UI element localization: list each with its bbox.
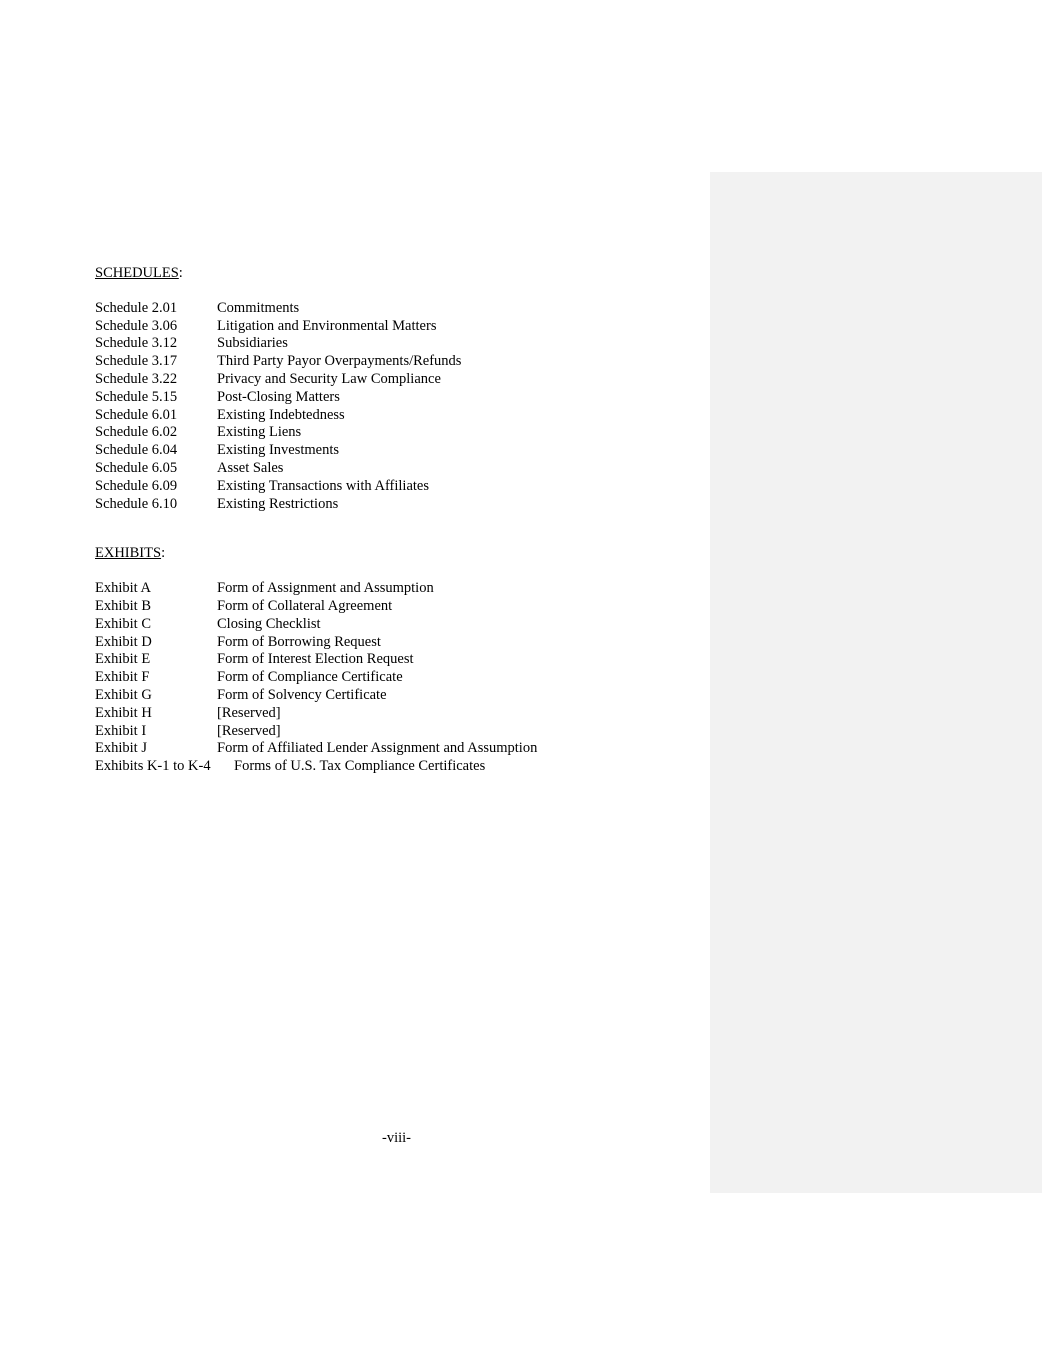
schedule-description: Existing Restrictions	[217, 495, 339, 512]
schedule-entry	[95, 353, 695, 371]
exhibit-label: Exhibits K-1 to K-4	[95, 758, 211, 775]
schedule-entry	[95, 407, 695, 425]
exhibit-description: Form of Solvency Certificate	[217, 686, 387, 703]
schedule-entry	[95, 442, 695, 460]
schedule-entry	[95, 300, 695, 318]
schedule-label: Schedule 3.06	[95, 317, 178, 334]
schedule-entry	[95, 496, 695, 514]
exhibits-heading-text: EXHIBITS	[95, 545, 162, 562]
schedule-label: Schedule 6.01	[95, 406, 178, 423]
exhibit-description: [Reserved]	[217, 704, 281, 721]
exhibit-label: Exhibit D	[95, 633, 152, 650]
exhibit-label: Exhibit F	[95, 669, 150, 686]
exhibit-description: [Reserved]	[217, 722, 281, 739]
exhibit-description: Form of Collateral Agreement	[217, 597, 393, 614]
page-number: -viii-	[382, 1130, 411, 1146]
exhibit-entry	[95, 723, 695, 741]
exhibit-entry	[95, 616, 695, 634]
schedule-label: Schedule 6.09	[95, 477, 178, 494]
exhibit-description: Form of Assignment and Assumption	[217, 580, 434, 597]
schedule-label: Schedule 6.10	[95, 495, 178, 512]
schedules-heading-text: SCHEDULES	[95, 265, 179, 281]
schedule-description: Existing Indebtedness	[217, 406, 345, 423]
schedule-description: Existing Transactions with Affiliates	[217, 477, 429, 494]
schedule-label: Schedule 6.02	[95, 424, 178, 441]
exhibit-entry	[95, 598, 695, 616]
exhibit-entry	[95, 580, 695, 598]
schedule-entry	[95, 318, 695, 336]
exhibits-list	[95, 580, 695, 776]
exhibit-entry	[95, 705, 695, 723]
exhibit-entry	[95, 651, 695, 669]
exhibit-label: Exhibit C	[95, 615, 151, 632]
exhibits-section	[95, 545, 695, 776]
schedule-label: Schedule 3.17	[95, 353, 178, 370]
schedule-description: Existing Investments	[217, 442, 340, 459]
exhibits-heading-colon: :	[161, 545, 166, 562]
schedules-list	[95, 300, 695, 514]
exhibit-description: Closing Checklist	[217, 615, 321, 632]
schedule-label: Schedule 3.22	[95, 370, 178, 387]
exhibit-label: Exhibit G	[95, 686, 152, 703]
schedule-label: Schedule 2.01	[95, 299, 178, 316]
schedule-entry	[95, 478, 695, 496]
exhibit-description: Form of Compliance Certificate	[217, 669, 403, 686]
exhibit-label: Exhibit J	[95, 740, 147, 757]
schedule-entry	[95, 389, 695, 407]
exhibit-label: Exhibit I	[95, 722, 147, 739]
exhibits-heading	[95, 545, 695, 563]
exhibit-label: Exhibit B	[95, 597, 151, 614]
exhibit-entry	[95, 740, 695, 758]
comment-margin-pane	[710, 172, 1042, 1193]
schedules-heading	[95, 265, 695, 283]
schedule-label: Schedule 3.12	[95, 335, 178, 352]
exhibit-entry	[95, 634, 695, 652]
exhibit-description: Form of Affiliated Lender Assignment and Assumption	[217, 740, 538, 757]
schedule-description: Third Party Payor Overpayments/Refunds	[217, 353, 462, 370]
schedule-label: Schedule 6.04	[95, 442, 178, 459]
exhibit-description: Forms of U.S. Tax Compliance Certificates	[234, 758, 486, 775]
schedule-entry	[95, 460, 695, 478]
schedules-heading-colon: :	[178, 265, 183, 281]
schedule-description: Privacy and Security Law Compliance	[217, 370, 441, 387]
exhibit-label: Exhibit E	[95, 651, 151, 668]
schedule-description: Post-Closing Matters	[217, 388, 340, 405]
exhibit-entry	[95, 687, 695, 705]
schedule-label: Schedule 6.05	[95, 459, 178, 476]
schedule-entry	[95, 335, 695, 353]
schedule-entry	[95, 424, 695, 442]
exhibit-entry	[95, 758, 695, 776]
document-body	[95, 265, 695, 776]
schedule-description: Subsidiaries	[217, 335, 288, 352]
exhibit-label: Exhibit H	[95, 704, 152, 721]
schedule-description: Asset Sales	[217, 459, 284, 476]
schedules-section	[95, 265, 695, 513]
schedule-description: Commitments	[217, 299, 300, 316]
schedule-description: Existing Liens	[217, 424, 302, 441]
exhibit-description: Form of Borrowing Request	[217, 633, 381, 650]
schedule-description: Litigation and Environmental Matters	[217, 317, 437, 334]
schedule-entry	[95, 371, 695, 389]
schedule-label: Schedule 5.15	[95, 388, 178, 405]
exhibit-label: Exhibit A	[95, 580, 151, 597]
exhibit-entry	[95, 669, 695, 687]
exhibit-description: Form of Interest Election Request	[217, 651, 414, 668]
